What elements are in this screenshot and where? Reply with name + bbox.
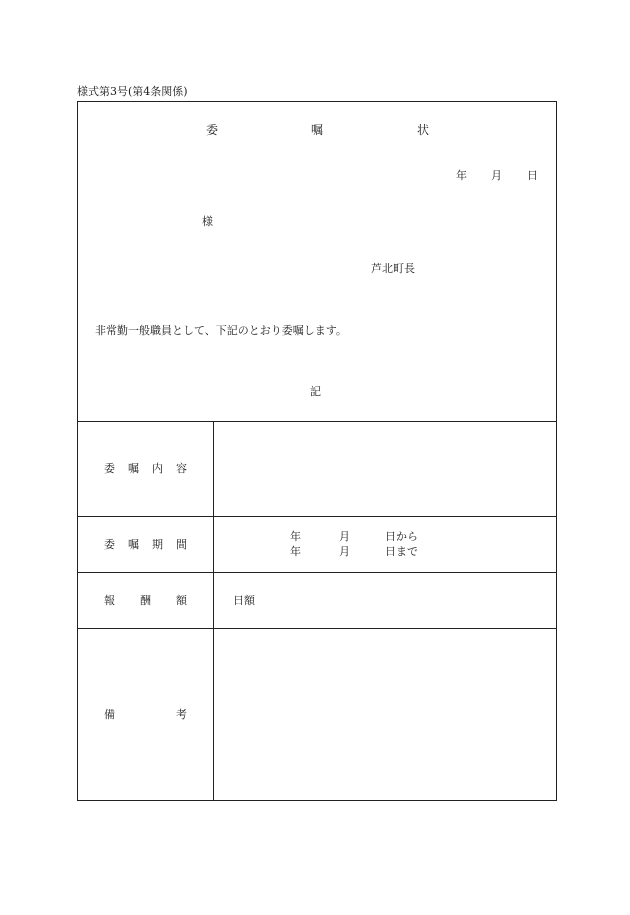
period-from-month: 月 xyxy=(339,530,350,543)
divider-fee-bottom xyxy=(78,628,556,629)
content-label-char-1: 委 xyxy=(104,462,115,475)
period-label-char-2: 嘱 xyxy=(128,538,139,551)
period-label-char-1: 委 xyxy=(104,538,115,551)
content-label-char-4: 容 xyxy=(176,462,187,475)
period-label-char-3: 期 xyxy=(152,538,163,551)
title-char-2: 嘱 xyxy=(311,123,324,137)
issuer-name: 芦北町長 xyxy=(371,262,415,275)
content-label-char-2: 嘱 xyxy=(128,462,139,475)
label-column-divider xyxy=(213,422,214,800)
ki-heading: 記 xyxy=(310,385,321,398)
fee-label-char-1: 報 xyxy=(104,594,115,607)
document-frame xyxy=(77,101,557,801)
divider-period-bottom xyxy=(78,572,556,573)
addressee-suffix: 様 xyxy=(202,215,213,228)
divider-content-bottom xyxy=(78,516,556,517)
title-char-3: 状 xyxy=(417,123,430,137)
fee-value: 日額 xyxy=(233,594,255,607)
period-label-char-4: 間 xyxy=(176,538,187,551)
period-to-year: 年 xyxy=(290,545,301,558)
content-label-char-3: 内 xyxy=(152,462,163,475)
period-to-day: 日まで xyxy=(385,545,418,558)
form-number-caption: 様式第3号(第4条関係) xyxy=(77,85,188,98)
fee-label-char-2: 酬 xyxy=(140,594,151,607)
fee-label-char-3: 額 xyxy=(176,594,187,607)
date-day-label: 日 xyxy=(527,169,538,182)
title-char-1: 委 xyxy=(206,123,219,137)
period-from-day: 日から xyxy=(385,530,418,543)
remarks-label-char-2: 考 xyxy=(176,708,187,721)
divider-header-bottom xyxy=(78,421,556,422)
date-month-label: 月 xyxy=(491,169,502,182)
period-from-year: 年 xyxy=(290,530,301,543)
body-text: 非常勤一般職員として、下記のとおり委嘱します。 xyxy=(95,324,347,337)
remarks-label-char-1: 備 xyxy=(104,708,115,721)
period-to-month: 月 xyxy=(339,545,350,558)
date-year-label: 年 xyxy=(456,169,467,182)
